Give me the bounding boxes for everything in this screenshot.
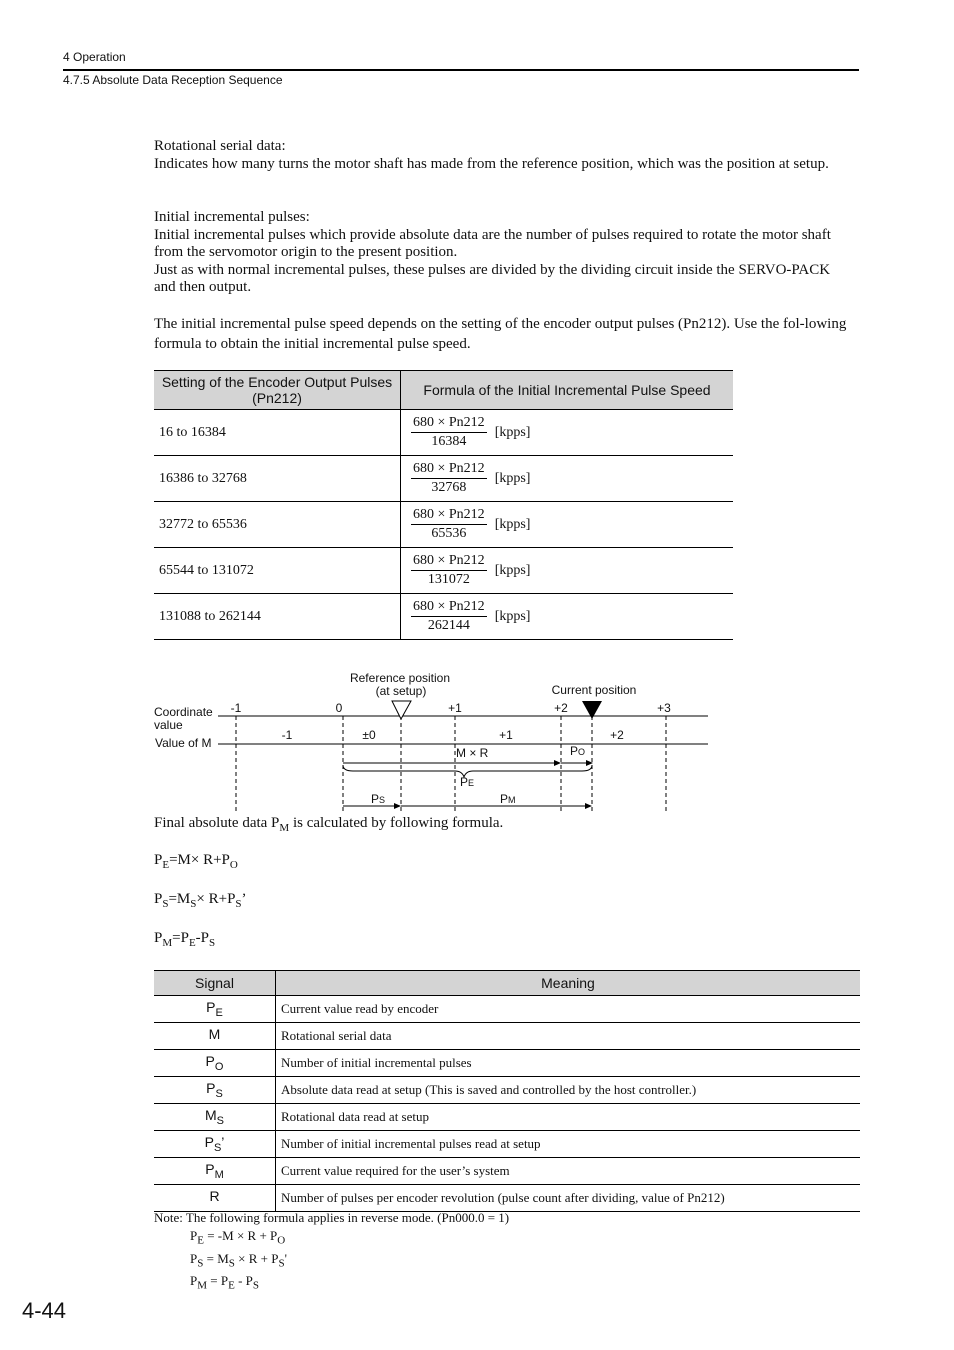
formula-unit: [kpps] [494, 562, 531, 578]
formula-numerator: 680 × Pn212 [411, 415, 487, 433]
pm-label: PM [500, 792, 516, 806]
signal-symbol: P [205, 1161, 215, 1178]
meaning-cell: Current value read by encoder [276, 996, 861, 1023]
formula-cell [401, 548, 734, 594]
m-value-label: ±0 [362, 728, 376, 742]
speed-intro-paragraph [154, 314, 854, 354]
header-rule [63, 69, 859, 71]
m-value-label: +1 [499, 728, 513, 742]
meaning-cell: Current value required for the user’s system [276, 1158, 861, 1185]
coord-tick-label: +1 [448, 701, 462, 715]
formula-cell [401, 594, 734, 640]
signal-cell [154, 1050, 276, 1077]
signal-subscript: S [215, 1087, 223, 1100]
meaning-cell: Number of pulses per encoder revolution (pulse count after dividing, value of Pn212) [276, 1185, 861, 1212]
formula-unit: [kpps] [494, 424, 531, 440]
page-number: 4-44 [22, 1298, 67, 1323]
position-diagram [150, 665, 720, 817]
signal-cell [154, 1023, 276, 1050]
coord-tick-label: -1 [230, 701, 242, 715]
formula-numerator: 680 × Pn212 [411, 553, 487, 571]
position-gridlines [236, 716, 666, 812]
signal-table-row [154, 1104, 860, 1131]
coord-tick-label: +3 [657, 701, 671, 715]
signal-subscript: S [216, 1114, 224, 1127]
signal-cell [154, 996, 276, 1023]
formula-numerator: 680 × Pn212 [411, 599, 487, 617]
meaning-cell: Number of initial incremental pulses read at setup [276, 1131, 861, 1158]
signal-table-row [154, 1023, 860, 1050]
signal-symbol: M [204, 1107, 217, 1124]
formula-fraction [411, 507, 487, 542]
signal-table [154, 970, 860, 1212]
final-text-a: Final absolute data P [154, 815, 280, 831]
signal-cell [154, 1185, 276, 1212]
formula-denominator: 65536 [431, 526, 467, 541]
coord-tick-label: +2 [554, 701, 568, 715]
initial-text-1: Initial incremental pulses which provide absolute data are the number of pulses required to rotate the motor shaft from the servomotor origin to the present position. [154, 226, 831, 260]
speed-table-row [154, 594, 733, 640]
section-header: 4.7.5 Absolute Data Reception Sequence [63, 73, 283, 87]
formula-cell [401, 502, 734, 548]
speed-table-row [154, 502, 733, 548]
formula-fraction [411, 553, 487, 588]
pulse-speed-table [154, 370, 733, 640]
signal-symbol: P [204, 1134, 214, 1151]
signal-table-row [154, 1158, 860, 1185]
formula-fraction [411, 461, 487, 496]
signal-table-row [154, 1050, 860, 1077]
final-absolute-text [154, 815, 503, 834]
formula-unit: [kpps] [494, 470, 531, 486]
final-text-b: is calculated by following formula. [289, 815, 504, 831]
final-text-sub: M [279, 822, 290, 834]
signal-symbol: P [206, 999, 216, 1016]
signal-table-row [154, 996, 860, 1023]
setting-cell: 65544 to 131072 [154, 548, 401, 594]
meaning-cell: Number of initial incremental pulses [276, 1050, 861, 1077]
speed-table-row [154, 410, 733, 456]
formula-cell [401, 456, 734, 502]
formula-fraction [411, 415, 487, 450]
signal-table-row [154, 1131, 860, 1158]
formula-fraction [411, 599, 487, 634]
current-position-label: Current position [551, 683, 637, 697]
setting-cell: 131088 to 262144 [154, 594, 401, 640]
rotational-serial-data-paragraph [154, 138, 854, 173]
formula-numerator: 680 × Pn212 [411, 461, 487, 479]
meaning-cell: Rotational serial data [276, 1023, 861, 1050]
m-value-label: -1 [281, 728, 293, 742]
coordinate-label: Coordinate [154, 705, 213, 719]
formula-denominator: 262144 [427, 618, 470, 633]
setting-cell: 16 to 16384 [154, 410, 401, 456]
signal-symbol: M [208, 1026, 221, 1043]
formula-denominator: 16384 [431, 434, 467, 449]
initial-title: Initial incremental pulses: [154, 209, 310, 225]
at-setup-label: (at setup) [375, 684, 427, 698]
signal-symbol: P [206, 1080, 216, 1097]
initial-incremental-paragraph [154, 209, 854, 297]
signal-table-row [154, 1077, 860, 1104]
signal-cell [154, 1131, 276, 1158]
po-label: PO [570, 744, 586, 758]
signal-table-row [154, 1185, 860, 1212]
rotational-text: Indicates how many turns the motor shaft has made from the reference position, which was the position at setup. [154, 155, 829, 172]
m-value-label: +2 [610, 728, 624, 742]
signal-subscript: S [213, 1141, 222, 1154]
signal-symbol: R [209, 1188, 220, 1205]
setting-column-header: Setting of the Encoder Output Pulses (Pn212) [154, 371, 401, 410]
reverse-mode-note [154, 1209, 509, 1295]
value-label: value [154, 718, 183, 732]
ps-label: PS [371, 792, 386, 806]
speed-table-row [154, 548, 733, 594]
value-of-m-label: Value of M [155, 736, 212, 750]
formula-numerator: 680 × Pn212 [411, 507, 487, 525]
meaning-cell: Rotational data read at setup [276, 1104, 861, 1131]
rotational-title: Rotational serial data: [154, 138, 286, 154]
setting-cell: 32772 to 65536 [154, 502, 401, 548]
note-equation-ps: $P_S = M_S \times R + P_S'$ [190, 1250, 287, 1270]
speed-table-row [154, 456, 733, 502]
initial-text-2: Just as with normal incremental pulses, these pulses are divided by the dividing circuit inside the SERVO-PACK and then output. [154, 261, 831, 295]
signal-suffix: ’ [221, 1134, 225, 1151]
formula-cell [401, 410, 734, 456]
note-intro: Note: The following formula applies in reverse mode. (Pn000.0 = 1) [154, 1210, 510, 1225]
formula-column-header: Formula of the Initial Incremental Pulse Speed [401, 371, 734, 410]
equation-pe: $P_E=M\times R+P_O$ [154, 852, 238, 871]
formula-unit: [kpps] [494, 516, 531, 532]
signal-symbol: P [205, 1053, 215, 1070]
formula-denominator: 32768 [431, 480, 467, 495]
coord-tick-label: 0 [335, 701, 343, 715]
note-equation-pe: $P_E = -M \times R + P_O$ [190, 1228, 286, 1247]
pe-label: PE [460, 775, 475, 789]
signal-cell [154, 1158, 276, 1185]
signal-subscript: E [215, 1006, 223, 1019]
chapter-header: 4 Operation [63, 50, 126, 64]
signal-cell [154, 1104, 276, 1131]
note-equation-pm: $P_M = P_E - P_S$ [190, 1273, 259, 1292]
m-times-r-label: M × R [456, 746, 489, 760]
meaning-column-header: Meaning [276, 971, 861, 996]
equation-ps: $P_S=M_S\times R+P_S$’ [154, 891, 247, 910]
signal-subscript: O [214, 1060, 224, 1073]
speed-intro: The initial incremental pulse speed depends on the setting of the encoder output pulses (Pn212). Use the fol-lowing formula to obtain the initial incremental pulse speed. [154, 316, 847, 352]
meaning-cell: Absolute data read at setup (This is saved and controlled by the host controller.) [276, 1077, 861, 1104]
signal-column-header: Signal [154, 971, 276, 996]
formula-denominator: 131072 [427, 572, 470, 587]
formula-unit: [kpps] [494, 608, 531, 624]
equation-pm: $P_M=P_E-P_S$ [154, 930, 216, 949]
signal-cell [154, 1077, 276, 1104]
setting-cell: 16386 to 32768 [154, 456, 401, 502]
reference-position-label: Reference position [349, 671, 451, 685]
signal-subscript: M [214, 1168, 224, 1181]
